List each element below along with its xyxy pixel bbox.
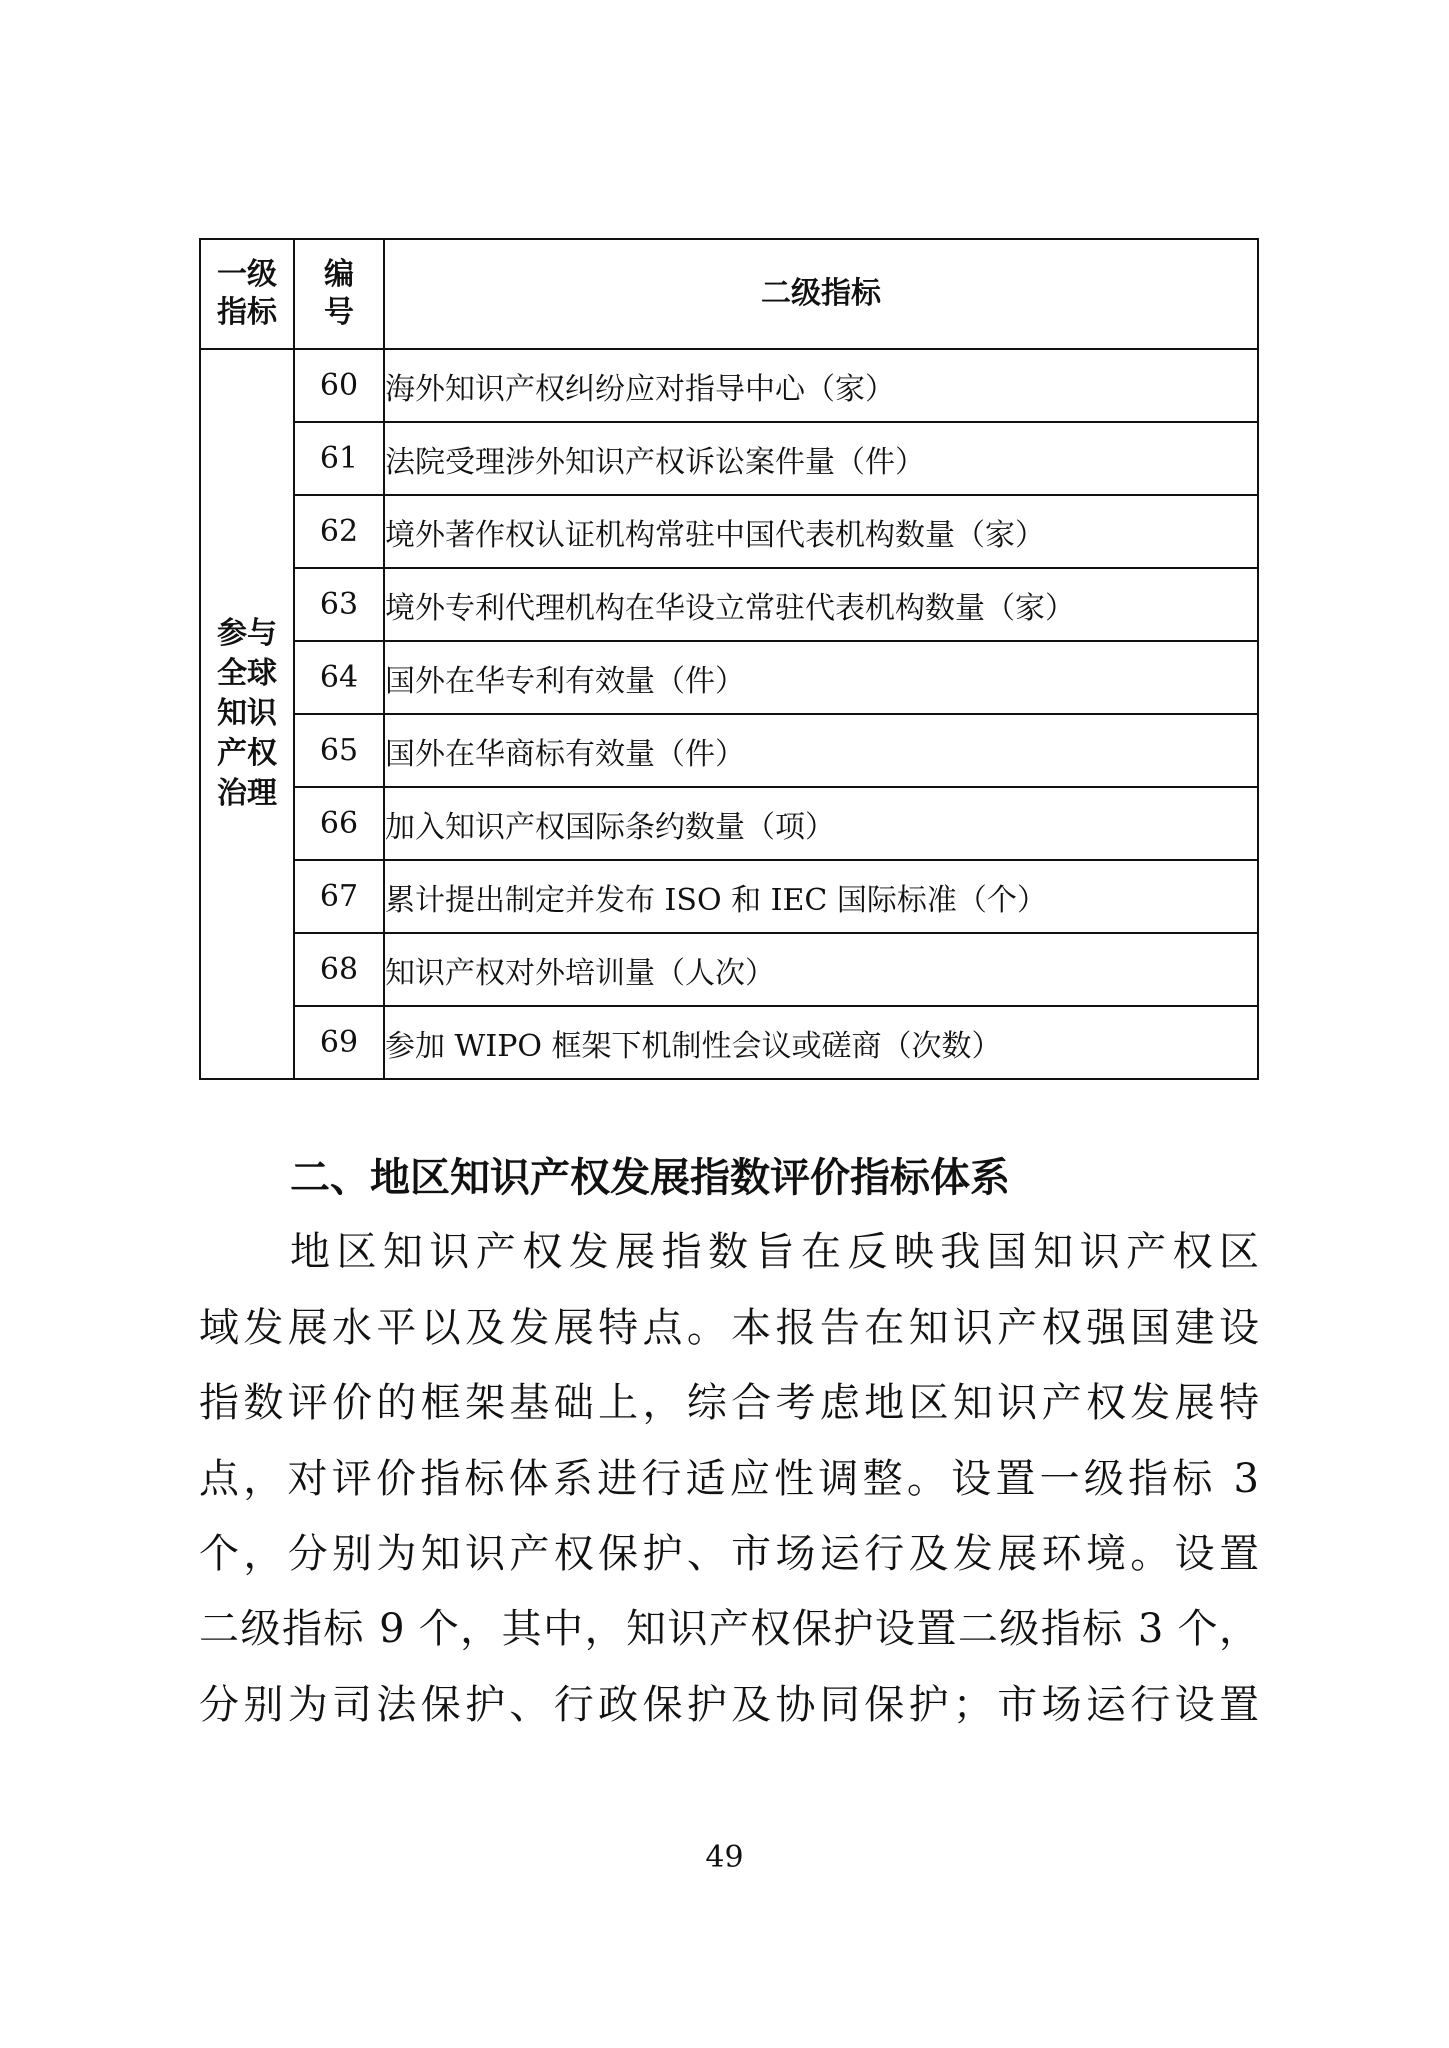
level1-indicator-cell bbox=[200, 349, 294, 1079]
row-number: 66 bbox=[294, 787, 384, 860]
row-number: 62 bbox=[294, 495, 384, 568]
table-row bbox=[200, 1006, 1258, 1079]
row-indicator-name: 知识产权对外培训量（人次） bbox=[384, 933, 1258, 1006]
table-row bbox=[200, 787, 1258, 860]
row-indicator-name: 参加 WIPO 框架下机制性会议或磋商（次数） bbox=[384, 1006, 1258, 1079]
row-indicator-name: 境外著作权认证机构常驻中国代表机构数量（家） bbox=[384, 495, 1258, 568]
body-paragraph-line: 点，对评价指标体系进行适应性调整。设置一级指标 3 bbox=[199, 1456, 1259, 1502]
row-number: 60 bbox=[294, 349, 384, 422]
row-number: 63 bbox=[294, 568, 384, 641]
body-paragraph-line: 域发展水平以及发展特点。本报告在知识产权强国建设 bbox=[199, 1305, 1259, 1351]
header-level1-line1: 一级 bbox=[217, 257, 277, 292]
body-paragraph-line: 分别为司法保护、行政保护及协同保护；市场运行设置 bbox=[199, 1682, 1259, 1728]
level1-line: 治理 bbox=[217, 776, 277, 811]
row-number: 65 bbox=[294, 714, 384, 787]
header-level1-indicator bbox=[200, 239, 294, 349]
level1-line: 产权 bbox=[217, 736, 277, 771]
table-row bbox=[200, 860, 1258, 933]
row-indicator-name: 境外专利代理机构在华设立常驻代表机构数量（家） bbox=[384, 568, 1258, 641]
header-level1-line2: 指标 bbox=[217, 295, 277, 330]
row-indicator-name: 海外知识产权纠纷应对指导中心（家） bbox=[384, 349, 1258, 422]
level1-line: 参与 bbox=[217, 616, 277, 651]
header-number bbox=[294, 239, 384, 349]
row-indicator-name: 累计提出制定并发布 ISO 和 IEC 国际标准（个） bbox=[384, 860, 1258, 933]
table-row bbox=[200, 349, 1258, 422]
row-indicator-name: 国外在华商标有效量（件） bbox=[384, 714, 1258, 787]
row-indicator-name: 国外在华专利有效量（件） bbox=[384, 641, 1258, 714]
body-paragraph-line: 指数评价的框架基础上，综合考虑地区知识产权发展特 bbox=[199, 1380, 1259, 1426]
row-number: 64 bbox=[294, 641, 384, 714]
level1-line: 全球 bbox=[217, 656, 277, 691]
body-paragraph-line: 二级指标 9 个，其中，知识产权保护设置二级指标 3 个， bbox=[199, 1606, 1259, 1652]
row-number: 68 bbox=[294, 933, 384, 1006]
row-indicator-name: 加入知识产权国际条约数量（项） bbox=[384, 787, 1258, 860]
header-number-line1: 编 bbox=[324, 257, 354, 292]
row-number: 67 bbox=[294, 860, 384, 933]
page-number: 49 bbox=[705, 1840, 744, 1875]
header-level2-indicator: 二级指标 bbox=[384, 239, 1258, 349]
table-header-row bbox=[200, 239, 1258, 349]
row-number: 69 bbox=[294, 1006, 384, 1079]
row-indicator-name: 法院受理涉外知识产权诉讼案件量（件） bbox=[384, 422, 1258, 495]
table-row bbox=[200, 714, 1258, 787]
body-paragraph-line: 地区知识产权发展指数旨在反映我国知识产权区 bbox=[290, 1229, 1259, 1275]
body-paragraph-line: 个，分别为知识产权保护、市场运行及发展环境。设置 bbox=[199, 1531, 1259, 1577]
table-row bbox=[200, 422, 1258, 495]
table-row bbox=[200, 495, 1258, 568]
row-number: 61 bbox=[294, 422, 384, 495]
table-row bbox=[200, 933, 1258, 1006]
table-row bbox=[200, 641, 1258, 714]
table-row bbox=[200, 568, 1258, 641]
indicator-table bbox=[199, 238, 1259, 1080]
level1-line: 知识 bbox=[217, 696, 277, 731]
section-heading: 二、地区知识产权发展指数评价指标体系 bbox=[290, 1155, 1010, 1201]
header-number-line2: 号 bbox=[324, 295, 354, 330]
